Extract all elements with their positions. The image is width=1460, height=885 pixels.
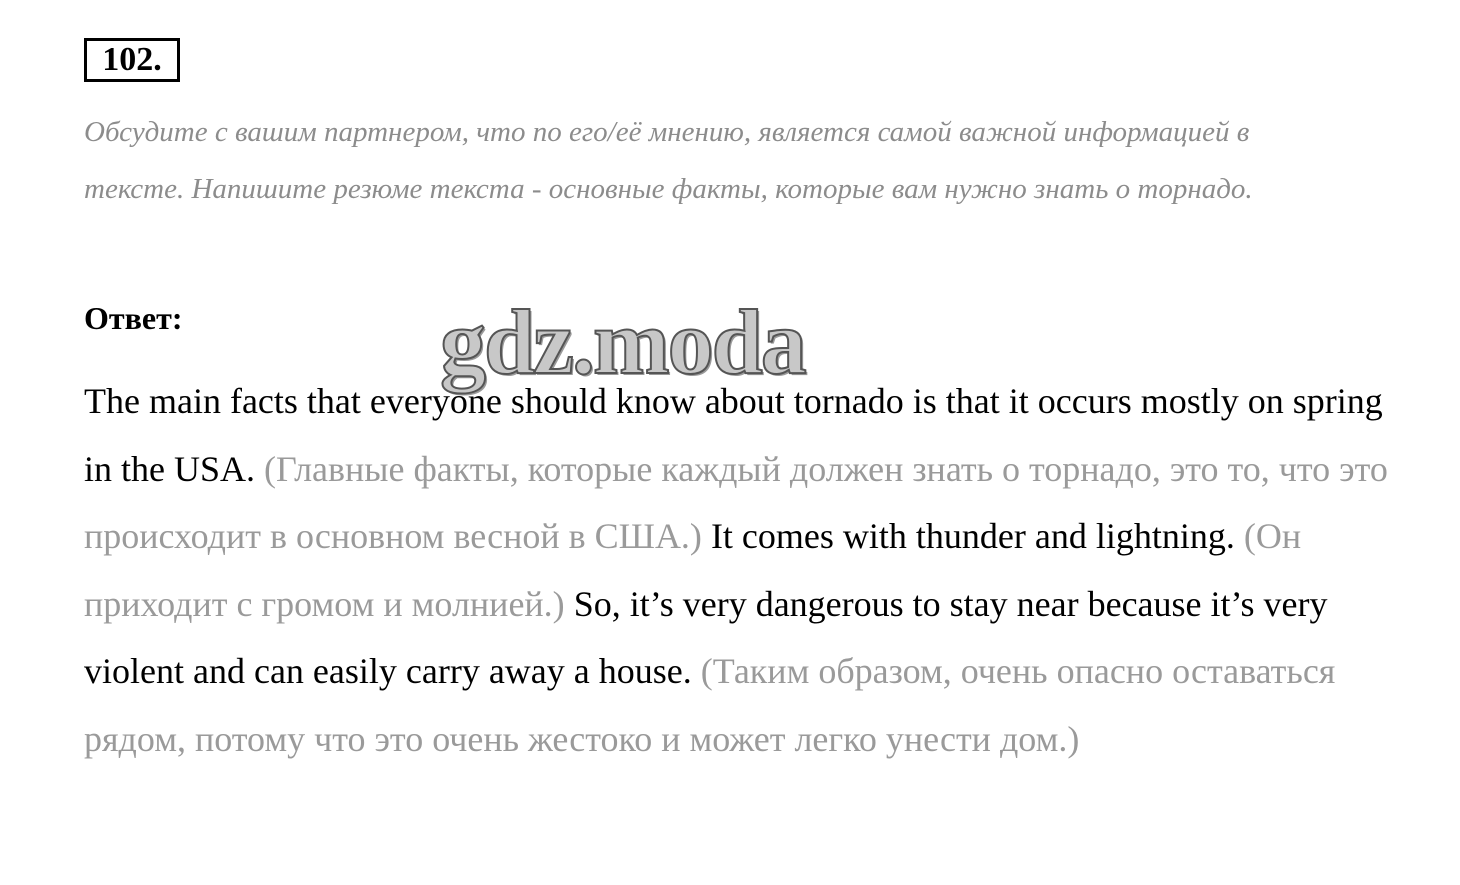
- answer-segment-en: It comes with thunder and lightning.: [710, 516, 1235, 556]
- answer-segment-ru: (Таким образом, очень опасно оставаться рядом, потому что это очень жестоко и может легко унести дом.): [84, 651, 1336, 759]
- answer-text: [84, 368, 1394, 773]
- answer-segment-en: So, it’s very dangerous to stay near because it’s very violent and can easily carry away a house.: [84, 583, 1328, 691]
- task-number-box: 102.: [84, 38, 180, 82]
- answer-segment-ru: (Он приходит с громом и молнией.): [84, 516, 1302, 624]
- answer-segment-ru: (Главные факты, которые каждый должен знать о торнадо, это то, что это происходит в основном весной в США.): [84, 448, 1388, 556]
- task-prompt: Обсудите с вашим партнером, что по его/её мнению, является самой важной информацией в тексте. Напишите резюме текста - основные факты, которые вам нужно знать о торнадо.: [84, 116, 1253, 205]
- answer-label: Ответ:: [84, 300, 183, 336]
- answer-segment-en: The main facts that everyone should know about tornado is that it occurs mostly on spring in the USA.: [84, 381, 1383, 489]
- watermark-logo: gdz.moda: [440, 291, 805, 393]
